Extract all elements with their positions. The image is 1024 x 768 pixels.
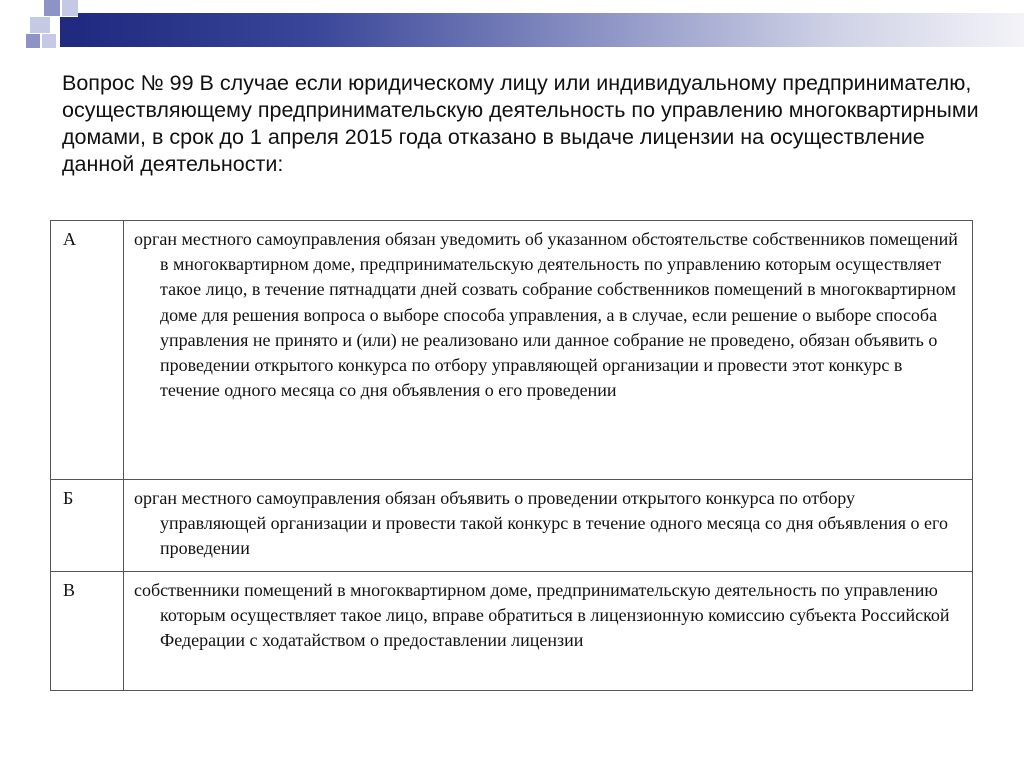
answer-text: орган местного самоуправления обязан уведомить об указанном обстоятельстве собственников помещений в многоквартирном доме, предпринимательскую деятельность по управлению которым осуществляет такое лицо, в течение пятнадцати дней созвать собрание собственников помещений в многоквартирном доме для решения вопроса о выборе способа управления, а в случае, если решение о выборе способа управления не принято и (или) не реализовано или данное собрание не проведено, обязан объявить о проведении открытого конкурса по отбору управляющей организации и провести этот конкурс в течение одного месяца со дня объявления о его проведении	[134, 229, 958, 401]
decor-square	[44, 0, 60, 16]
answer-letter: В	[51, 572, 124, 691]
answer-text: орган местного самоуправления обязан объявить о проведении открытого конкурса по отбору управляющей организации и провести такой конкурс в течение одного месяца со дня объявления о его проведении	[134, 488, 948, 559]
decor-square	[60, 17, 78, 47]
answer-row-c	[51, 572, 973, 691]
answer-cell	[124, 572, 973, 691]
answer-letter: А	[51, 221, 124, 480]
header-gradient-bar	[78, 13, 1024, 47]
answer-text: собственники помещений в многоквартирном доме, предпринимательскую деятельность по управлению которым осуществляет такое лицо, вправе обратиться в лицензионную комиссию субъекта Российской Федерации с ходатайством о предоставлении лицензии	[134, 580, 950, 651]
decor-square	[30, 17, 50, 33]
answer-cell	[124, 221, 973, 480]
decor-square	[26, 34, 40, 48]
answer-row-a	[51, 221, 973, 480]
decor-square	[42, 34, 56, 48]
answer-row-b	[51, 480, 973, 572]
answer-cell	[124, 480, 973, 572]
answer-letter: Б	[51, 480, 124, 572]
answers-table	[50, 220, 973, 691]
question-text: Вопрос № 99 В случае если юридическому лицу или индивидуальному предпринимателю, осуществляющему предпринимательскую деятельность по управлению многоквартирными домами, в срок до 1 апреля 2015 года отказано в выдаче лицензии на осуществление данной деятельности:	[62, 71, 979, 176]
decor-square	[62, 0, 78, 16]
